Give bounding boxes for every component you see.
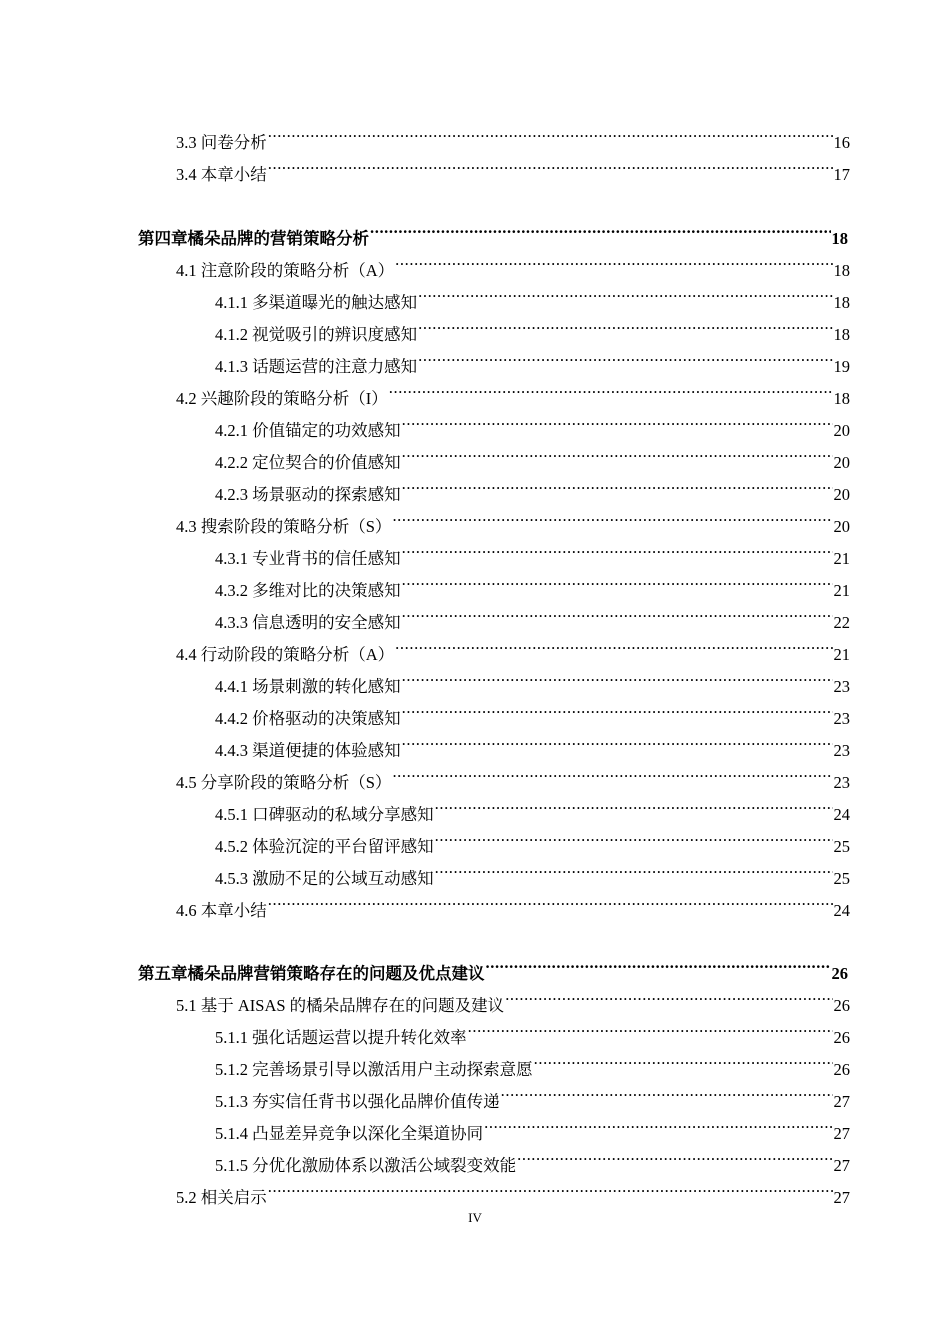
toc-leader-dots bbox=[402, 404, 833, 436]
toc-entry-title: 4.5.1 口碑驱动的私域分享感知 bbox=[215, 805, 434, 824]
toc-page-number: 18 bbox=[831, 229, 848, 248]
toc-entry-title: 4.4 行动阶段的策略分析（A） bbox=[176, 645, 395, 664]
toc-entry-title: 5.1.4 凸显差异竞争以深化全渠道协同 bbox=[215, 1124, 484, 1143]
toc-page-number: 22 bbox=[833, 613, 850, 632]
toc-page-number: 27 bbox=[833, 1188, 850, 1207]
toc-leader-dots bbox=[395, 628, 832, 660]
toc-page-number: 21 bbox=[833, 549, 850, 568]
toc-entry-title: 5.1.2 完善场景引导以激活用户主动探索意愿 bbox=[215, 1060, 533, 1079]
toc-entry-title: 4.2.2 定位契合的价值感知 bbox=[215, 453, 401, 472]
toc-entry[interactable] bbox=[176, 500, 850, 536]
toc-entry-title: 第五章橘朵品牌营销策略存在的问题及优点建议 bbox=[138, 964, 485, 983]
toc-page-number: 18 bbox=[833, 293, 850, 312]
toc-leader-dots bbox=[392, 500, 832, 532]
toc-page-number: 23 bbox=[833, 709, 850, 728]
page-number: IV bbox=[468, 1210, 482, 1225]
toc-entry[interactable] bbox=[176, 756, 850, 792]
toc-entry[interactable] bbox=[176, 979, 850, 1015]
toc-page-number: 20 bbox=[833, 485, 850, 504]
toc-leader-dots bbox=[395, 244, 832, 276]
toc-page-number: 25 bbox=[833, 869, 850, 888]
toc-page-number: 23 bbox=[833, 677, 850, 696]
toc-page-number: 17 bbox=[833, 165, 850, 184]
toc-entry[interactable] bbox=[215, 820, 850, 856]
toc-entry[interactable] bbox=[215, 1075, 850, 1111]
toc-leader-dots bbox=[418, 276, 832, 308]
toc-leader-dots bbox=[501, 1075, 833, 1107]
toc-leader-dots bbox=[392, 756, 832, 788]
toc-entry[interactable] bbox=[215, 404, 850, 440]
toc-entry-title: 第四章橘朵品牌的营销策略分析 bbox=[138, 229, 369, 248]
toc-page-number: 23 bbox=[833, 773, 850, 792]
toc-page-number: 26 bbox=[833, 996, 850, 1015]
toc-leader-dots bbox=[402, 724, 833, 756]
toc-entry[interactable] bbox=[215, 468, 850, 504]
toc-leader-dots bbox=[418, 340, 832, 372]
toc-leader-dots bbox=[517, 1139, 832, 1171]
toc-chapter-entry[interactable] bbox=[138, 947, 848, 983]
toc-page-number: 18 bbox=[833, 389, 850, 408]
toc-leader-dots bbox=[402, 596, 833, 628]
toc-entry-title: 4.5 分享阶段的策略分析（S） bbox=[176, 773, 392, 792]
toc-page-number: 24 bbox=[833, 901, 850, 920]
toc-entry-title: 4.2.3 场景驱动的探索感知 bbox=[215, 485, 401, 504]
toc-entry[interactable] bbox=[215, 564, 850, 600]
toc-entry[interactable] bbox=[215, 788, 850, 824]
toc-entry[interactable] bbox=[215, 436, 850, 472]
toc-entry-title: 5.1.3 夯实信任背书以强化品牌价值传递 bbox=[215, 1092, 500, 1111]
toc-entry-title: 4.1.3 话题运营的注意力感知 bbox=[215, 357, 418, 376]
toc-page-number: 20 bbox=[833, 517, 850, 536]
toc-entry-title: 4.5.2 体验沉淀的平台留评感知 bbox=[215, 837, 434, 856]
toc-leader-dots bbox=[268, 148, 833, 180]
toc-page-number: 18 bbox=[833, 325, 850, 344]
toc-leader-dots bbox=[402, 436, 833, 468]
toc-entry-title: 4.1.2 视觉吸引的辨识度感知 bbox=[215, 325, 418, 344]
toc-entry-title: 5.1.5 分优化激励体系以激活公域裂变效能 bbox=[215, 1156, 517, 1175]
toc-entry[interactable] bbox=[215, 596, 850, 632]
toc-entry-title: 4.6 本章小结 bbox=[176, 901, 267, 920]
toc-leader-dots bbox=[268, 884, 833, 916]
toc-entry-title: 4.4.1 场景刺激的转化感知 bbox=[215, 677, 401, 696]
toc-leader-dots bbox=[486, 947, 831, 979]
toc-leader-dots bbox=[268, 1171, 833, 1203]
toc-entry[interactable] bbox=[176, 884, 850, 920]
toc-entry[interactable] bbox=[215, 1107, 850, 1143]
toc-entry[interactable] bbox=[176, 244, 850, 280]
toc-entry-title: 4.5.3 激励不足的公域互动感知 bbox=[215, 869, 434, 888]
toc-entry-title: 5.2 相关启示 bbox=[176, 1188, 267, 1207]
toc-page-number: 27 bbox=[833, 1092, 850, 1111]
toc-leader-dots bbox=[435, 820, 833, 852]
toc-page-number: 26 bbox=[833, 1028, 850, 1047]
toc-leader-dots bbox=[505, 979, 832, 1011]
toc-chapter-entry[interactable] bbox=[138, 212, 848, 248]
toc-entry[interactable] bbox=[215, 1011, 850, 1047]
toc-entry[interactable] bbox=[215, 724, 850, 760]
toc-leader-dots bbox=[484, 1107, 832, 1139]
toc-entry-title: 5.1.1 强化话题运营以提升转化效率 bbox=[215, 1028, 467, 1047]
toc-page-number: 20 bbox=[833, 421, 850, 440]
toc-entry[interactable] bbox=[176, 116, 850, 152]
toc-entry-title: 4.1.1 多渠道曝光的触达感知 bbox=[215, 293, 418, 312]
toc-entry[interactable] bbox=[215, 308, 850, 344]
toc-entry[interactable] bbox=[215, 660, 850, 696]
toc-entry-title: 4.4.3 渠道便捷的体验感知 bbox=[215, 741, 401, 760]
toc-entry-title: 4.3.2 多维对比的决策感知 bbox=[215, 581, 401, 600]
toc-leader-dots bbox=[534, 1043, 833, 1075]
toc-entry-title: 4.2.1 价值锚定的功效感知 bbox=[215, 421, 401, 440]
toc-leader-dots bbox=[402, 564, 833, 596]
toc-leader-dots bbox=[435, 788, 833, 820]
toc-page-number: 21 bbox=[833, 581, 850, 600]
toc-entry-title: 3.3 问卷分析 bbox=[176, 133, 267, 152]
toc-page-number: 16 bbox=[833, 133, 850, 152]
toc-page-number: 26 bbox=[833, 1060, 850, 1079]
toc-page-number: 21 bbox=[833, 645, 850, 664]
toc-entry-title: 4.3.3 信息透明的安全感知 bbox=[215, 613, 401, 632]
toc-page-number: 23 bbox=[833, 741, 850, 760]
toc-page-number: 26 bbox=[831, 964, 848, 983]
toc-leader-dots bbox=[402, 692, 833, 724]
toc-entry-title: 4.3.1 专业背书的信任感知 bbox=[215, 549, 401, 568]
toc-entry[interactable] bbox=[215, 692, 850, 728]
toc-page-number: 27 bbox=[833, 1124, 850, 1143]
toc-entry[interactable] bbox=[215, 532, 850, 568]
toc-entry-title: 4.3 搜索阶段的策略分析（S） bbox=[176, 517, 392, 536]
toc-entry[interactable] bbox=[215, 852, 850, 888]
toc-entry-title: 4.1 注意阶段的策略分析（A） bbox=[176, 261, 395, 280]
toc-page-number: 19 bbox=[833, 357, 850, 376]
toc-entry[interactable] bbox=[176, 628, 850, 664]
toc-page-number: 20 bbox=[833, 453, 850, 472]
toc-entry-title: 4.2 兴趣阶段的策略分析（I） bbox=[176, 389, 388, 408]
toc-leader-dots bbox=[402, 468, 833, 500]
toc-page-number: 27 bbox=[833, 1156, 850, 1175]
toc-leader-dots bbox=[435, 852, 833, 884]
toc-entry[interactable] bbox=[176, 148, 850, 184]
toc-leader-dots bbox=[418, 308, 832, 340]
toc-leader-dots bbox=[468, 1011, 833, 1043]
toc-entry[interactable] bbox=[215, 340, 850, 376]
toc-leader-dots bbox=[389, 372, 833, 404]
toc-page-number: 24 bbox=[833, 805, 850, 824]
toc-page-number: 18 bbox=[833, 261, 850, 280]
toc-page-number: 25 bbox=[833, 837, 850, 856]
toc-entry[interactable] bbox=[215, 1043, 850, 1079]
toc-leader-dots bbox=[268, 116, 833, 148]
toc-entry-title: 4.4.2 价格驱动的决策感知 bbox=[215, 709, 401, 728]
toc-entry[interactable] bbox=[215, 1139, 850, 1175]
toc-entry[interactable] bbox=[176, 1171, 850, 1207]
toc-leader-dots bbox=[402, 660, 833, 692]
toc-entry-title: 3.4 本章小结 bbox=[176, 165, 267, 184]
toc-leader-dots bbox=[402, 532, 833, 564]
toc-entry[interactable] bbox=[215, 276, 850, 312]
toc-entry-title: 5.1 基于 AISAS 的橘朵品牌存在的问题及建议 bbox=[176, 996, 505, 1015]
toc-leader-dots bbox=[370, 212, 831, 244]
toc-entry[interactable] bbox=[176, 372, 850, 408]
